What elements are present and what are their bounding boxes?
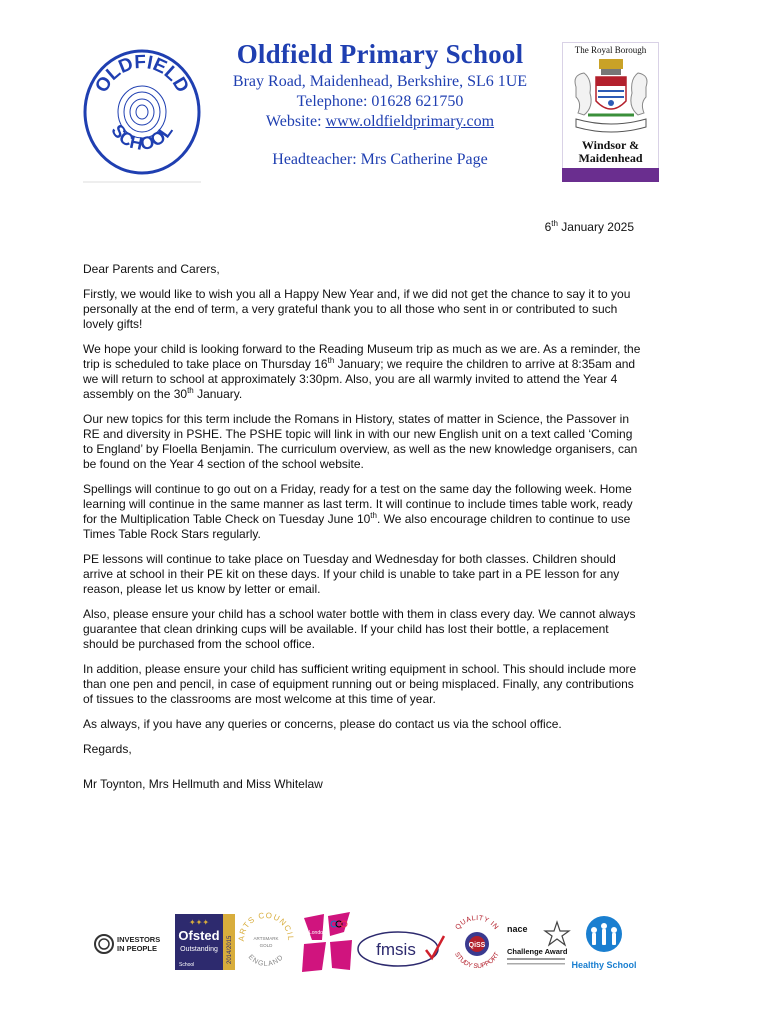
ofsted-title: Ofsted: [178, 928, 220, 943]
trip-text-a: We hope your child is looking forward to the Reading Museum trip as much as we are. As a reminder, the trip is scheduled to take place on Thursday 16: [83, 342, 641, 371]
nace-challenge-award-logo: [505, 918, 571, 974]
nace-challenge-award-icon: [505, 918, 571, 974]
regards: Regards,: [83, 742, 132, 756]
arts-council-logo: [236, 910, 296, 972]
trip-sup-2: th: [187, 386, 194, 395]
london-2012-logo: [300, 910, 354, 974]
arts-top: ARTS COUNCIL: [236, 910, 296, 942]
qiss-bottom: STUDY SUPPORT: [453, 951, 501, 971]
qiss-icon: [445, 912, 509, 974]
borough-purple-bar: [562, 168, 659, 182]
borough-crest: [562, 42, 659, 182]
letterhead: [200, 36, 560, 170]
signatories: Mr Toynton, Mrs Hellmuth and Miss Whitelaw: [83, 777, 323, 791]
fmsis-icon: [356, 928, 446, 970]
qiss-top: QUALITY IN: [454, 914, 500, 932]
healthy-school-logo: [570, 912, 638, 974]
arts-mid2: GOLD: [259, 943, 273, 948]
salutation: Dear Parents and Carers,: [83, 262, 220, 276]
paragraph-topics: Our new topics for this term include the Romans in History, states of matter in Science, the Passover in RE and diversity in PSHE. The PSHE topic will link in with our new English unit on a text called ‘Coming to England’ by Floella Benjamin. The curriculum overview, as well as the new knowledge organisers, can be found on the Year 4 section of the school website.: [83, 412, 638, 471]
borough-name-line1: Windsor &: [581, 138, 640, 152]
ofsted-logo: [175, 914, 235, 970]
nace-label: nace: [507, 924, 528, 934]
borough-top-text: The Royal Borough: [574, 45, 647, 55]
arts-council-icon: [236, 910, 296, 972]
svg-text:✦✦✦: ✦✦✦: [188, 918, 210, 927]
arts-mid1: ARTSMARK: [253, 936, 279, 941]
logo-top-text: OLDFIELD: [91, 51, 193, 97]
svg-text:ENGLAND: [247, 954, 286, 968]
svg-text:OLDFIELD: [91, 52, 192, 97]
challenge-label: Challenge Award: [507, 947, 568, 956]
iip-line1: INVESTORS: [117, 935, 161, 944]
borough-name-line2: Maidenhead: [578, 151, 643, 165]
school-logo: [83, 42, 201, 184]
school-address: Bray Road, Maidenhead, Berkshire, SL6 1UE: [232, 73, 528, 90]
qiss-mid: QiSS: [468, 942, 486, 949]
school-name: Oldfield Primary School: [236, 39, 524, 69]
letter-date: [545, 219, 634, 234]
healthy-school-icon: [570, 912, 638, 974]
trip-text-b: January; we require the children to arrive at 8:35am and we will return to school at approximately 3:30pm. Also, you are all warmly invited to attend the Year 4 assembly on the 30: [83, 357, 636, 401]
website-link[interactable]: www.oldfieldprimary.com: [325, 113, 495, 130]
paragraph-equipment: In addition, please ensure your child has sufficient writing equipment in school. This should include more than one pen and pencil, in case of equipment running out or being misplaced. Finally, any contributions of tissues to the classrooms are most welcome at this time of year.: [83, 662, 637, 706]
website-label: Website:: [265, 113, 326, 130]
school-telephone: Telephone: 01628 621750: [296, 93, 464, 110]
paragraph-spellings: [83, 482, 643, 542]
ofsted-outstanding-icon: [175, 914, 235, 970]
london-label: London: [309, 930, 326, 936]
fmsis-label: fmsis: [376, 940, 416, 959]
ofsted-small: School: [179, 962, 195, 968]
spellings-text-b: . We also encourage children to continue to use Times Table Rock Stars regularly.: [83, 512, 631, 541]
svg-text:QUALITY IN: [454, 915, 499, 931]
accreditation-logos: [93, 910, 638, 976]
date-suffix: th: [551, 219, 558, 228]
letter-body: [83, 262, 643, 802]
school-website: [200, 112, 560, 132]
spellings-text-a: Spellings will continue to go out on a Friday, ready for a test on the same day the following week. Home learning will continue in the same manner as last term. It will continue to include times table work, ready for the Multiplication Table Check on Tuesday June 10: [83, 482, 633, 526]
ofsted-years: 2014/2015: [227, 935, 233, 964]
trip-sup-1: th: [327, 356, 335, 365]
svg-text:SCHOOL: [107, 121, 177, 154]
iip-line2: IN PEOPLE: [117, 944, 158, 953]
paragraph-new-year: Firstly, we would like to wish you all a Happy New Year and, if we did not get the chance to say it to you personally at the end of term, a very grateful thank you to all those who sent in or contributed to such lovely gifts!: [83, 287, 631, 331]
date-day: 6: [544, 220, 552, 234]
investors-in-people-logo: [93, 932, 173, 956]
paragraph-water-bottle: Also, please ensure your child has a school water bottle with them in class every day. We cannot always guarantee that clean drinking cups will be available. If your child has lost their bottle, a replacement should be purchased from the school office.: [83, 607, 636, 651]
investors-in-people-icon: [93, 932, 173, 956]
healthy-label: Healthy School: [571, 960, 637, 970]
paragraph-queries: As always, if you have any queries or concerns, please do contact us via the school office.: [83, 717, 562, 731]
school-crest-icon: [83, 42, 201, 184]
fmsis-logo: [356, 928, 446, 970]
quality-in-study-support-logo: [445, 912, 509, 974]
trip-text-c: January.: [193, 387, 243, 401]
paragraph-pe: PE lessons will continue to take place on Tuesday and Wednesday for both classes. Children should arrive at school in their PE kit on these days. If your child is unable to take part in a PE lesson for any reason, please let us know by letter or email.: [83, 552, 620, 596]
ofsted-sub: Outstanding: [180, 946, 218, 953]
arts-bottom: ENGLAND: [246, 953, 286, 969]
logo-bottom-text: SCHOOL: [107, 120, 177, 155]
date-rest: January 2025: [557, 220, 634, 234]
london-2012-icon: [300, 910, 354, 974]
borough-coat-of-arms-icon: [568, 57, 654, 139]
paragraph-museum-trip: [83, 342, 643, 402]
spellings-sup: th: [370, 511, 377, 520]
headteacher: Headteacher: Mrs Catherine Page: [272, 151, 488, 168]
